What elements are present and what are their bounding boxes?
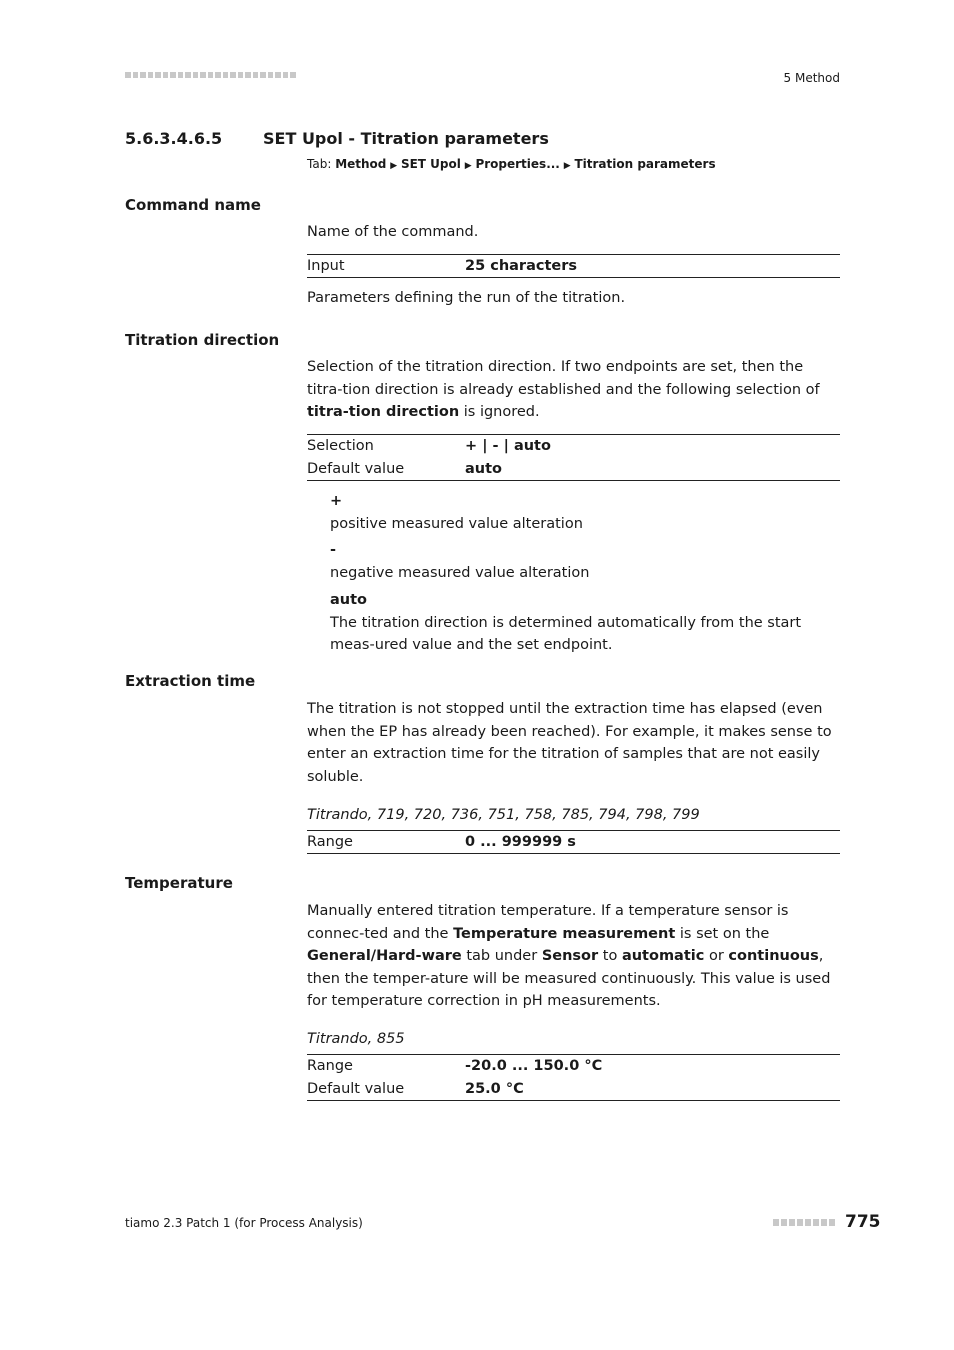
footer-decoration	[773, 1219, 843, 1227]
bold-term: titra-tion direction	[307, 404, 460, 420]
table-row	[307, 435, 840, 458]
extraction-time-description: The titration is not stopped until the extraction time has elapsed (even when the EP has already been reached). For example, it makes sense to enter an extraction time for the titration of samples that are not easily soluble.	[307, 701, 832, 785]
table-key: Selection	[307, 438, 374, 454]
bold-term: automatic	[621, 948, 705, 964]
option-auto	[330, 589, 840, 657]
text-span: tab under	[466, 948, 538, 964]
option-name: auto	[330, 592, 368, 608]
table-key: Range	[307, 1058, 353, 1074]
table-row	[307, 831, 840, 853]
titration-direction-heading: Titration direction	[125, 331, 280, 349]
text-span: , then the temper-ature will be measured continuously. This value is used for temperature correction in pH measurements.	[307, 948, 831, 1009]
text-span: to	[602, 948, 618, 964]
text-span: Selection of the titration direction. If two endpoints are set, then the titra-tion direction is already established and the following selection of	[307, 359, 820, 398]
breadcrumb-item: SET Upol	[400, 157, 461, 171]
table-value: auto	[465, 460, 503, 477]
text-span: is ignored.	[463, 404, 540, 420]
bold-term: Sensor	[541, 948, 599, 964]
temperature-description	[307, 900, 840, 1013]
option-text: The titration direction is determined automatically from the start meas-ured value and the set endpoint.	[330, 614, 802, 653]
footer-product: tiamo 2.3 Patch 1 (for Process Analysis)	[125, 1216, 363, 1230]
section-title: SET Upol - Titration parameters	[263, 129, 549, 148]
option-text: negative measured value alteration	[330, 564, 590, 581]
table-row	[307, 1055, 840, 1078]
table-row	[307, 458, 840, 481]
table-key: Input	[307, 258, 345, 274]
titration-direction-table	[307, 434, 840, 481]
breadcrumb	[307, 157, 716, 171]
breadcrumb-separator: ▶	[563, 161, 571, 171]
breadcrumb-item: Titration parameters	[574, 157, 716, 171]
breadcrumb-separator: ▶	[390, 161, 398, 171]
extraction-time-table	[307, 830, 840, 854]
header-decoration	[125, 72, 307, 82]
table-value: 0 ... 999999 s	[465, 834, 576, 850]
table-key: Default value	[307, 460, 405, 477]
extraction-time-devices: Titrando, 719, 720, 736, 751, 758, 785, 794, 798, 799	[307, 807, 700, 823]
temperature-table	[307, 1054, 840, 1101]
command-name-table	[307, 254, 840, 278]
section-number: 5.6.3.4.6.5	[125, 129, 223, 148]
temperature-heading: Temperature	[125, 874, 233, 892]
command-name-heading: Command name	[125, 196, 261, 214]
breadcrumb-item: Properties...	[475, 157, 560, 171]
bold-term: Temperature measurement	[453, 925, 676, 942]
table-key: Range	[307, 834, 353, 850]
extraction-time-heading: Extraction time	[125, 672, 256, 690]
option-name: +	[330, 493, 343, 509]
option-name: -	[330, 542, 337, 558]
table-value: -20.0 ... 150.0 °C	[465, 1058, 603, 1074]
text-span: is set on the	[679, 925, 770, 942]
option-plus	[330, 490, 840, 535]
breadcrumb-separator: ▶	[464, 161, 472, 171]
command-name-description: Name of the command.	[307, 224, 479, 240]
titration-direction-description	[307, 356, 840, 424]
temperature-devices: Titrando, 855	[307, 1031, 405, 1047]
table-row	[307, 1078, 840, 1101]
bold-term: General/Hard-ware	[307, 948, 462, 964]
table-value: 25 characters	[465, 258, 578, 274]
bold-term: continuous	[728, 948, 819, 964]
text-span: or	[708, 948, 724, 964]
table-value: 25.0 °C	[465, 1080, 524, 1097]
titration-parameters-intro: Parameters defining the run of the titration.	[307, 290, 626, 306]
tab-prefix: Tab:	[307, 157, 332, 171]
option-text: positive measured value alteration	[330, 515, 583, 532]
table-row	[307, 255, 840, 277]
table-value: + | - | auto	[465, 438, 551, 454]
page-number: 775	[845, 1212, 881, 1232]
breadcrumb-item: Method	[335, 157, 387, 171]
text-span: Manually entered titration temperature. If a temperature sensor is connec-ted and the	[307, 903, 789, 942]
chapter-label: 5 Method	[783, 71, 840, 85]
table-key: Default value	[307, 1080, 405, 1097]
option-minus	[330, 539, 840, 584]
